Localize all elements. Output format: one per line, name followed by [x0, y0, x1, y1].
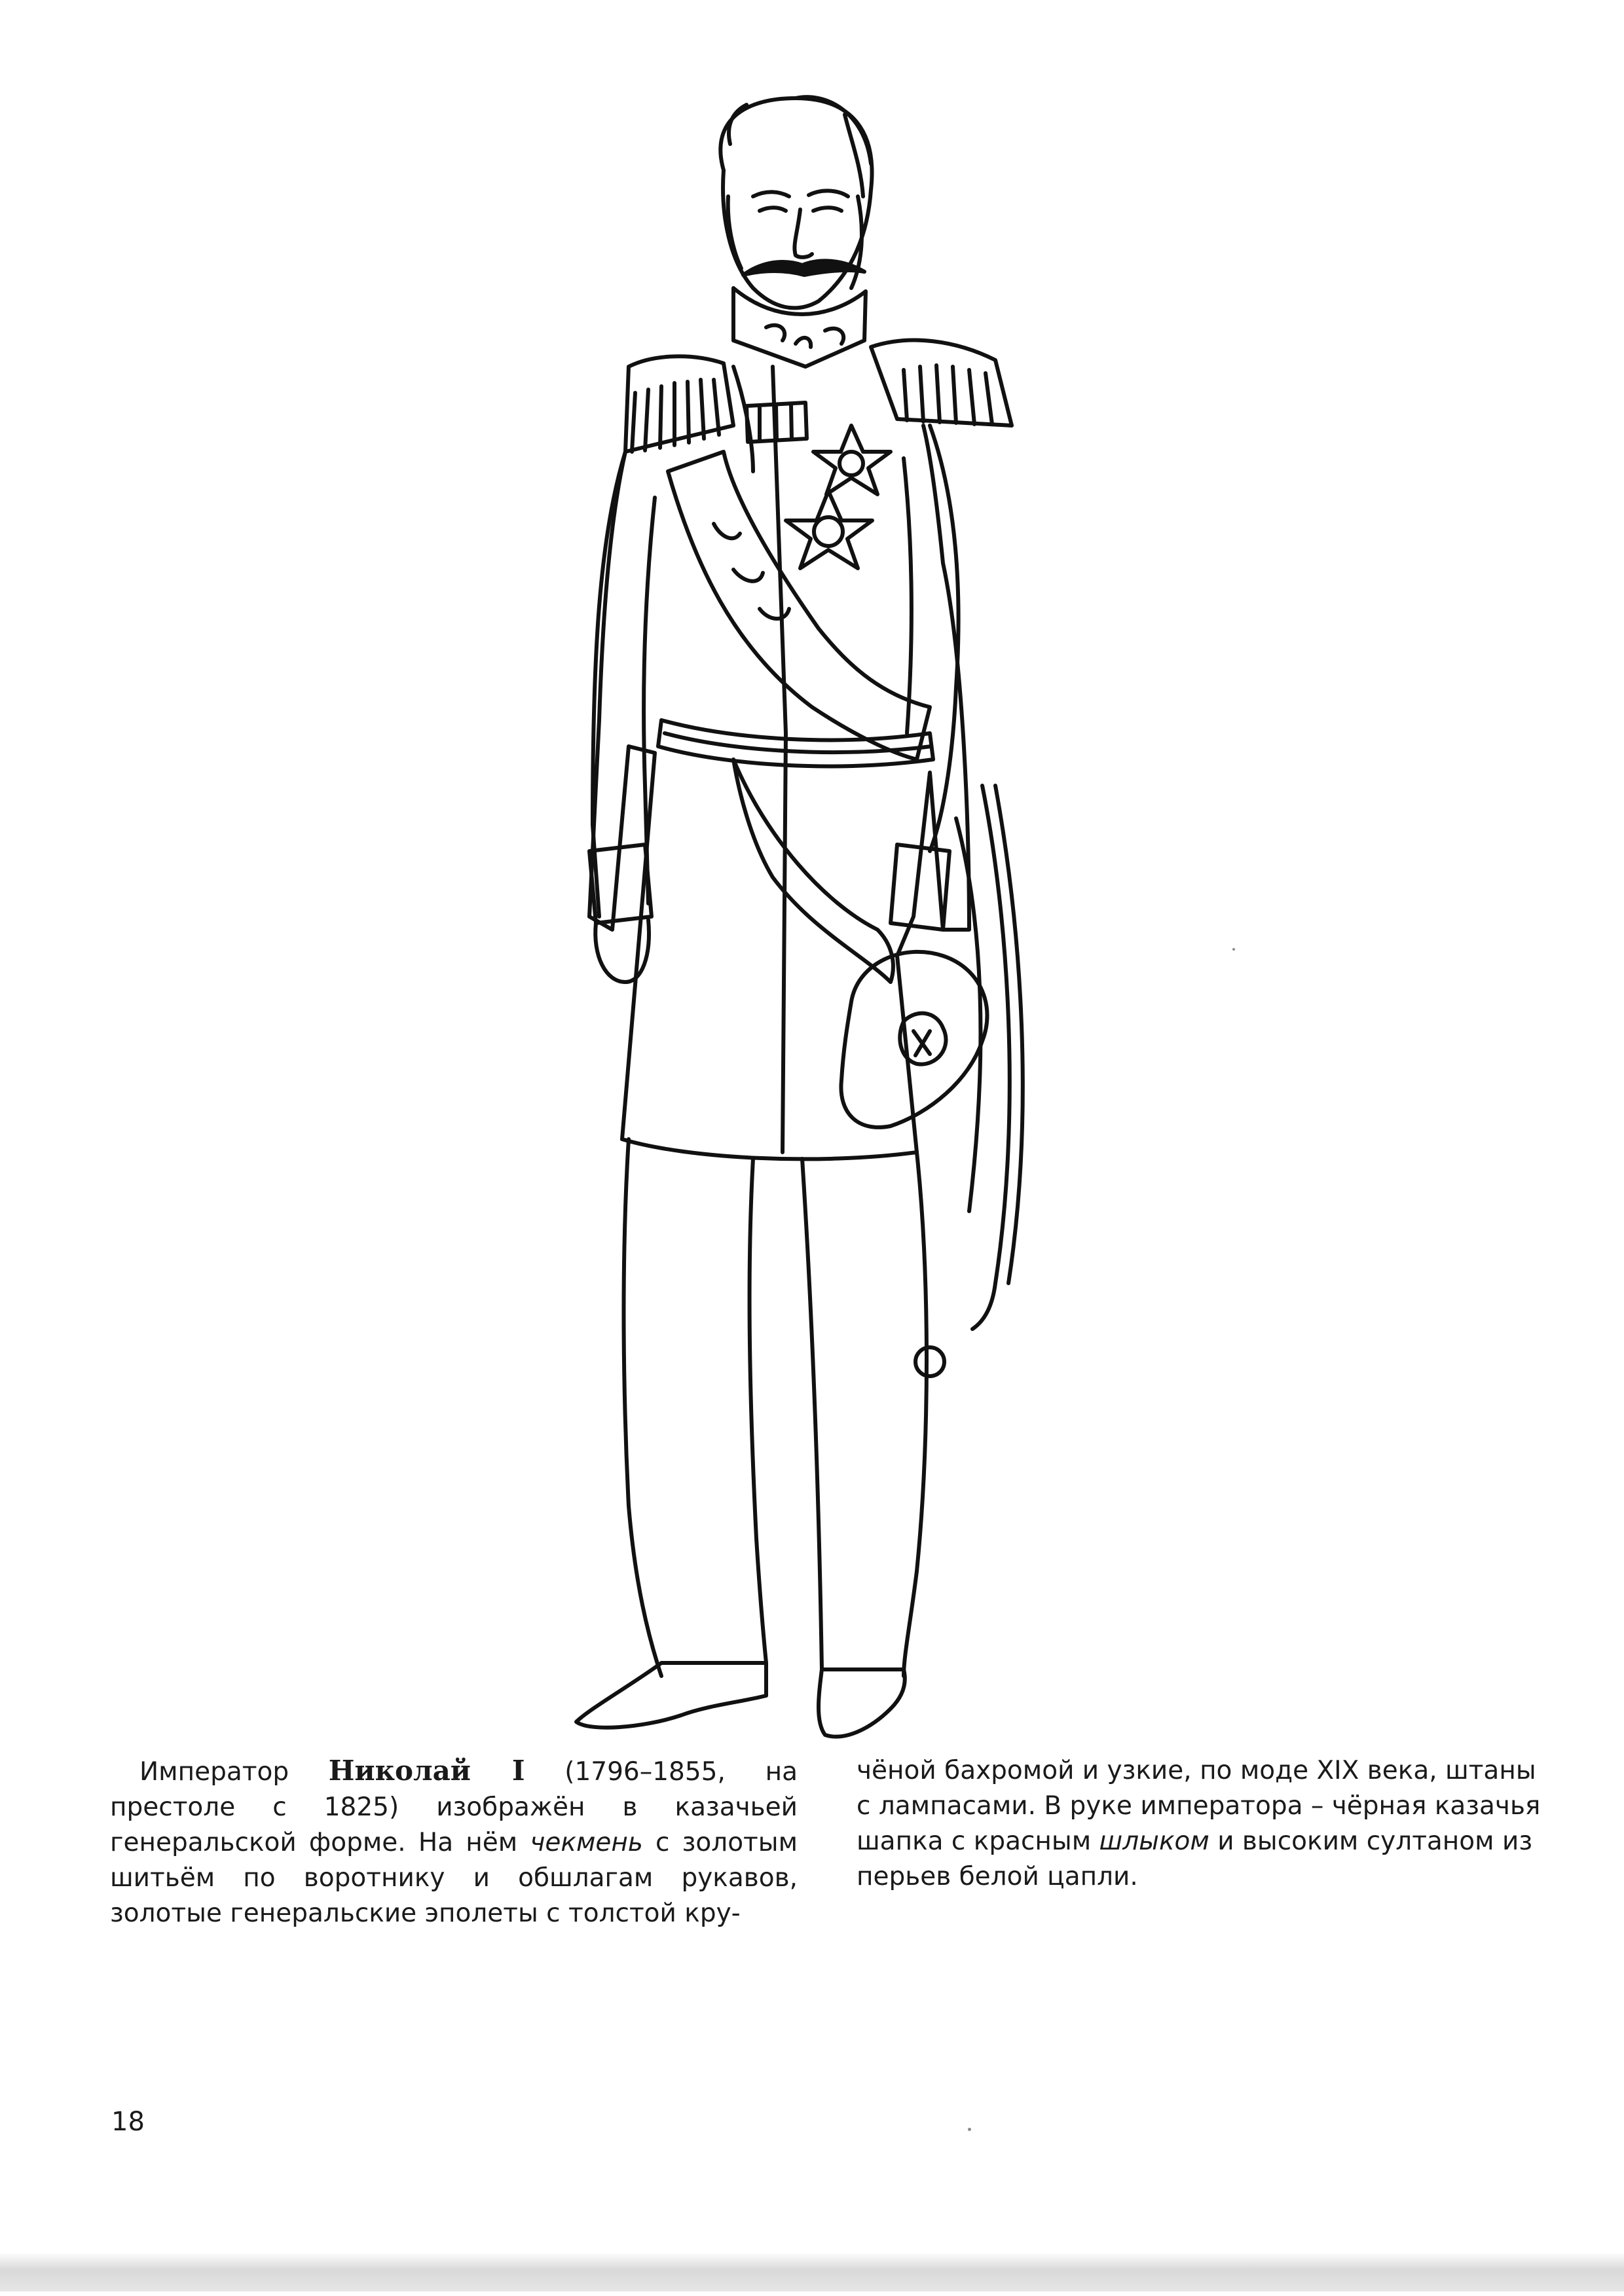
sabre [972, 786, 1010, 1329]
cossack-hat [841, 952, 987, 1127]
term-chekmen: чекмень [530, 1828, 643, 1857]
scan-speck [1232, 948, 1235, 951]
right-leg [802, 1159, 822, 1669]
emperor-name: Николай I [328, 1755, 525, 1787]
caption-left-column [110, 1753, 798, 1931]
eyebrows [753, 191, 848, 196]
coat-placket [773, 367, 786, 1152]
caption-right-paragraph: чёной бахромой и узкие, по моде XIX века, штаны с лампасами. В руке императора – чёрная казачья шапка с красным шлыком и высоким султаном из перьев белой цапли. [857, 1756, 1541, 1891]
sash [668, 452, 930, 759]
left-boot [576, 1663, 766, 1728]
page-number: 18 [111, 2107, 145, 2137]
collar [733, 288, 866, 367]
scan-speck [968, 2128, 971, 2131]
order-star-1 [813, 426, 891, 494]
right-boot [819, 1669, 905, 1737]
hair [729, 97, 871, 196]
left-leg [624, 1139, 662, 1676]
belt [658, 720, 933, 766]
caption-left-paragraph: Император Николай I (1796–1855, на престоле с 1825) изображён в казачьей генеральской форме. На нём чекмень с золотым шитьём по воротнику и обшлагам рукавов, золотые генеральские эполеты с толстой кру- [110, 1755, 798, 1928]
medal-bar [747, 403, 807, 442]
nose [794, 210, 812, 257]
scan-edge-shadow [0, 2252, 1624, 2291]
term-shlyk: шлыком [1099, 1827, 1209, 1856]
caption-right-column [857, 1753, 1544, 1895]
order-star-2 [786, 491, 872, 568]
